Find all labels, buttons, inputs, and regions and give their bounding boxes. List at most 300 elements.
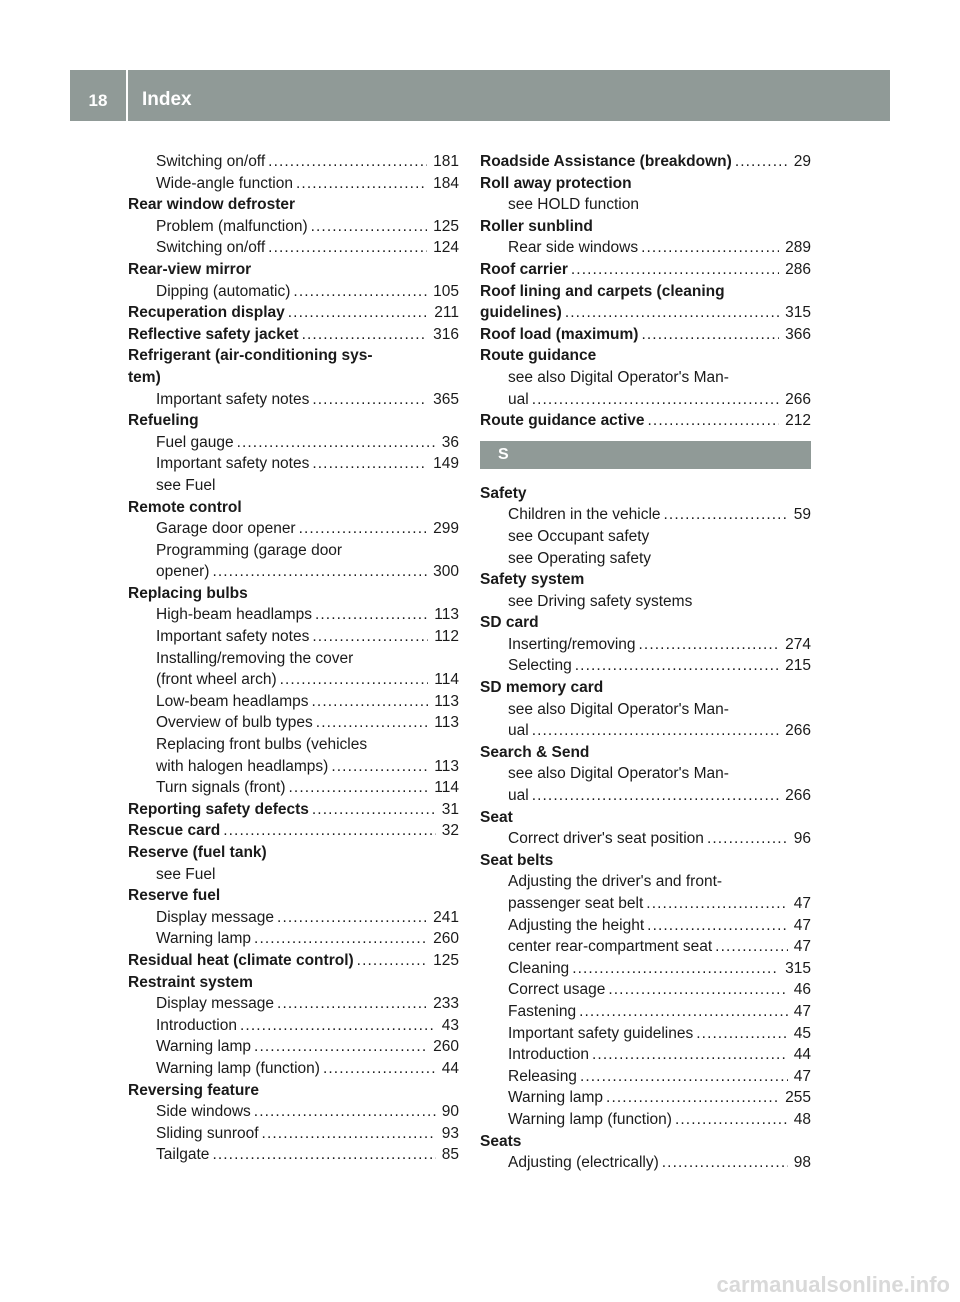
entry-text: Warning lamp (156, 1038, 252, 1056)
entry-text: Route guidance (480, 347, 597, 365)
entry-text: see also Digital Operator's Man- (508, 765, 729, 783)
entry-text: Rescue card (128, 822, 221, 840)
entry-text: Wide-angle function (156, 174, 293, 192)
page-reference[interactable]: 47 (793, 916, 811, 934)
dot-leader (312, 691, 429, 713)
entry-text: Reflective safety jacket (128, 325, 299, 343)
entry-text: Seat belts (480, 851, 554, 869)
page-reference[interactable]: 212 (785, 412, 811, 430)
index-subentry (480, 194, 811, 216)
index-subentry[interactable] (128, 756, 459, 778)
page-reference[interactable]: 47 (793, 1002, 811, 1020)
page-reference[interactable]: 260 (433, 1038, 459, 1056)
dot-leader (664, 504, 788, 526)
page-reference[interactable]: 31 (441, 800, 459, 818)
index-entry (128, 259, 459, 281)
index-entry (480, 173, 811, 195)
dot-leader (293, 281, 427, 303)
entry-text: Rear-view mirror (128, 260, 252, 278)
page-reference[interactable]: 215 (785, 657, 811, 675)
index-entry[interactable] (480, 324, 811, 346)
index-entry (128, 583, 459, 605)
entry-text: Reversing feature (128, 1081, 259, 1099)
index-subentry (480, 548, 811, 570)
entry-text: Installing/removing the cover (156, 649, 354, 667)
page-reference[interactable]: 98 (793, 1154, 811, 1172)
page-reference[interactable]: 44 (793, 1046, 811, 1064)
page-reference[interactable]: 59 (793, 506, 811, 524)
dot-leader (299, 518, 428, 540)
index-subentry[interactable] (480, 504, 811, 526)
index-entry[interactable] (128, 302, 459, 324)
entry-text: Warning lamp (156, 930, 252, 948)
page-reference[interactable]: 315 (785, 304, 811, 322)
page-reference[interactable]: 316 (433, 325, 459, 343)
entry-text: Tailgate (156, 1146, 210, 1164)
index-subentry (480, 763, 811, 785)
dot-leader (240, 1015, 436, 1037)
index-entry (128, 367, 459, 389)
page-reference[interactable]: 105 (433, 282, 459, 300)
header-divider (126, 70, 128, 121)
index-entry (480, 345, 811, 367)
index-entry (480, 807, 811, 829)
index-entry (480, 216, 811, 238)
entry-text: Warning lamp (function) (508, 1110, 672, 1128)
dot-leader (212, 561, 427, 583)
entry-text: Switching on/off (156, 153, 266, 170)
index-subentry[interactable] (128, 928, 459, 950)
index-subentry[interactable] (480, 1152, 811, 1174)
index-subentry[interactable] (128, 1123, 459, 1145)
index-entry[interactable] (480, 302, 811, 324)
entry-text: SD memory card (480, 679, 604, 697)
entry-text: High-beam headlamps (156, 606, 312, 624)
dot-leader (572, 958, 779, 980)
index-entry (128, 842, 459, 864)
index-subentry (128, 475, 459, 497)
index-subentry[interactable] (480, 1087, 811, 1109)
page-reference[interactable]: 43 (441, 1016, 459, 1034)
index-subentry[interactable] (128, 281, 459, 303)
dot-leader (580, 1066, 788, 1088)
entry-text: Adjusting the driver's and front- (508, 873, 723, 891)
dot-leader (302, 324, 428, 346)
page-reference[interactable]: 113 (434, 692, 459, 710)
dot-leader (735, 151, 788, 173)
index-subentry[interactable] (480, 915, 811, 937)
index-entry[interactable] (480, 259, 811, 281)
dot-leader (312, 389, 427, 411)
entry-text: Reporting safety defects (128, 800, 309, 818)
dot-leader (212, 1144, 435, 1166)
entry-text: SD card (480, 614, 539, 632)
dot-leader (592, 1044, 788, 1066)
page-reference[interactable]: 300 (433, 563, 459, 581)
index-column-left (128, 151, 459, 1166)
index-entry (128, 972, 459, 994)
page-reference[interactable]: 90 (441, 1103, 459, 1121)
index-subentry[interactable] (480, 634, 811, 656)
page-reference[interactable]: 184 (433, 174, 459, 192)
page-reference[interactable]: 266 (785, 787, 811, 805)
page-reference[interactable]: 266 (785, 722, 811, 740)
entry-text: Important safety guidelines (508, 1024, 694, 1042)
index-subentry[interactable] (128, 453, 459, 475)
entry-text: Residual heat (climate control) (128, 951, 354, 969)
page-reference[interactable]: 365 (433, 390, 459, 408)
index-subentry[interactable] (480, 893, 811, 915)
page-reference[interactable]: 113 (434, 606, 459, 624)
entry-text: Important safety notes (156, 628, 310, 646)
index-subentry (128, 864, 459, 886)
index-subentry[interactable] (480, 237, 811, 259)
page-reference[interactable]: 112 (434, 628, 459, 646)
dot-leader (639, 634, 780, 656)
index-entry (480, 281, 811, 303)
index-subentry (480, 591, 811, 613)
index-subentry[interactable] (128, 907, 459, 929)
index-subentry[interactable] (128, 518, 459, 540)
page-reference[interactable]: 233 (433, 995, 459, 1013)
page-reference[interactable]: 48 (793, 1110, 811, 1128)
entry-text: Recuperation display (128, 304, 285, 322)
page-reference[interactable]: 36 (441, 433, 459, 451)
index-subentry[interactable] (128, 1058, 459, 1080)
page-number: 18 (88, 91, 108, 110)
index-subentry[interactable] (128, 604, 459, 626)
page-reference[interactable]: 366 (785, 325, 811, 343)
page-reference[interactable]: 96 (793, 830, 811, 848)
page-reference[interactable]: 125 (433, 951, 459, 969)
entry-text: Display message (156, 995, 275, 1013)
index-entry[interactable] (480, 151, 811, 173)
entry-text: Fuel gauge (156, 433, 234, 451)
index-subentry[interactable] (128, 432, 459, 454)
page-reference[interactable]: 47 (793, 1067, 811, 1085)
index-subentry[interactable] (128, 561, 459, 583)
index-subentry[interactable] (128, 626, 459, 648)
page-reference[interactable]: 85 (441, 1146, 459, 1164)
entry-text: Correct driver's seat position (508, 830, 704, 848)
dot-leader (641, 237, 779, 259)
index-entry (480, 677, 811, 699)
index-subentry[interactable] (480, 655, 811, 677)
entry-text: see Fuel (156, 865, 216, 883)
index-entry (128, 1080, 459, 1102)
dot-leader (288, 302, 429, 324)
index-entry[interactable] (128, 950, 459, 972)
dot-leader (316, 712, 428, 734)
entry-text: Important safety notes (156, 390, 310, 408)
dot-leader (646, 893, 787, 915)
entry-text: see also Digital Operator's Man- (508, 368, 729, 386)
entry-text: Safety system (480, 571, 585, 589)
entry-text: see Occupant safety (508, 527, 650, 545)
entry-text: Roof lining and carpets (cleaning (480, 282, 725, 300)
index-entry (128, 345, 459, 367)
index-entry (480, 612, 811, 634)
index-subentry[interactable] (480, 1023, 811, 1045)
index-subentry (480, 871, 811, 893)
index-subentry[interactable] (480, 958, 811, 980)
entry-text: Low-beam headlamps (156, 692, 309, 710)
dot-leader (696, 1023, 788, 1045)
entry-text: Roadside Assistance (breakdown) (480, 153, 732, 170)
entry-text: Introduction (508, 1046, 589, 1064)
entry-text: Seats (480, 1132, 522, 1150)
dot-leader (237, 432, 436, 454)
entry-text: passenger seat belt (508, 895, 644, 912)
entry-text: Problem (malfunction) (156, 217, 308, 235)
dot-leader (277, 993, 427, 1015)
page-reference[interactable]: 266 (785, 390, 811, 408)
index-entry (128, 410, 459, 432)
page-reference[interactable]: 114 (434, 671, 459, 689)
index-entry (128, 194, 459, 216)
index-subentry[interactable] (128, 1101, 459, 1123)
page-reference[interactable]: 255 (785, 1089, 811, 1107)
page-reference[interactable]: 47 (793, 895, 811, 912)
page-reference[interactable]: 286 (785, 260, 811, 278)
page-reference[interactable]: 93 (441, 1124, 459, 1142)
index-subentry[interactable] (128, 237, 459, 259)
entry-text: see Driving safety systems (508, 592, 693, 610)
dot-leader (254, 1101, 436, 1123)
index-subentry[interactable] (480, 1109, 811, 1131)
dot-leader (715, 936, 788, 958)
index-subentry (128, 540, 459, 562)
index-subentry[interactable] (128, 1144, 459, 1166)
page-reference[interactable]: 32 (441, 822, 459, 840)
entry-text: Introduction (156, 1016, 237, 1034)
entry-text: Roller sunblind (480, 217, 593, 235)
entry-text: Releasing (508, 1067, 577, 1085)
entry-text: Roof load (maximum) (480, 325, 639, 343)
entry-text: Rear window defroster (128, 196, 296, 214)
page-reference[interactable]: 260 (433, 930, 459, 948)
page-reference[interactable]: 113 (434, 757, 459, 775)
index-subentry[interactable] (480, 785, 811, 807)
index-subentry[interactable] (480, 1066, 811, 1088)
entry-text: Rear side windows (508, 239, 639, 257)
entry-text: Cleaning (508, 959, 570, 977)
index-subentry[interactable] (128, 712, 459, 734)
index-subentry (128, 734, 459, 756)
dot-leader (312, 626, 428, 648)
dot-leader (662, 1152, 788, 1174)
entry-text: Fastening (508, 1002, 577, 1020)
dot-leader (571, 259, 779, 281)
dot-leader (323, 1058, 436, 1080)
entry-text: see Operating safety (508, 549, 652, 567)
entry-text: Route guidance active (480, 412, 645, 430)
dot-leader (575, 655, 779, 677)
index-subentry[interactable] (128, 669, 459, 691)
entry-text: center rear-compartment seat (508, 938, 713, 956)
entry-text: Sliding sunroof (156, 1124, 259, 1142)
entry-text: Correct usage (508, 981, 606, 999)
page-reference[interactable]: 289 (785, 239, 811, 257)
watermark: carmanualsonline.info (716, 1272, 950, 1297)
dot-leader (312, 453, 427, 475)
entry-text: tem) (128, 368, 161, 386)
page-reference[interactable]: 29 (793, 153, 811, 170)
dot-leader (331, 756, 428, 778)
index-subentry[interactable] (128, 993, 459, 1015)
entry-text: see also Digital Operator's Man- (508, 700, 729, 718)
page-reference[interactable]: 274 (785, 635, 811, 653)
entry-text: Important safety notes (156, 455, 310, 473)
entry-text: Remote control (128, 498, 242, 516)
index-subentry[interactable] (128, 691, 459, 713)
entry-text: Warning lamp (508, 1089, 604, 1107)
entry-text: Dipping (automatic) (156, 282, 291, 300)
dot-leader (675, 1109, 788, 1131)
page-reference[interactable]: 149 (433, 455, 459, 473)
page-header (70, 70, 890, 121)
entry-text: Garage door opener (156, 520, 296, 538)
dot-leader (311, 216, 428, 238)
entry-text: Safety (480, 484, 527, 502)
entry-text: ual (508, 722, 529, 740)
page-reference[interactable]: 44 (441, 1059, 459, 1077)
entry-text: (front wheel arch) (156, 671, 277, 689)
dot-leader (532, 389, 779, 411)
dot-leader (296, 173, 427, 195)
entry-text: Refueling (128, 412, 199, 430)
dot-leader (606, 1087, 779, 1109)
dot-leader (707, 828, 788, 850)
dot-leader (254, 928, 427, 950)
page-reference[interactable]: 299 (433, 520, 459, 538)
entry-text: Display message (156, 908, 275, 926)
dot-leader (315, 604, 428, 626)
page-reference[interactable]: 114 (434, 779, 459, 797)
entry-text: see HOLD function (508, 196, 639, 214)
index-subentry[interactable] (480, 828, 811, 850)
entry-text: ual (508, 390, 529, 408)
index-entry[interactable] (128, 820, 459, 842)
entry-text: Reserve (fuel tank) (128, 844, 267, 861)
entry-text: Warning lamp (function) (156, 1059, 320, 1077)
page-reference[interactable]: 315 (785, 959, 811, 977)
entry-text: Programming (garage door (156, 541, 343, 559)
index-subentry[interactable] (128, 777, 459, 799)
dot-leader (268, 237, 427, 259)
entry-text: Roof carrier (480, 260, 568, 278)
dot-leader (280, 669, 429, 691)
dot-leader (579, 1001, 788, 1023)
index-subentry[interactable] (480, 720, 811, 742)
page-reference[interactable]: 124 (433, 239, 459, 257)
page-title: Index (142, 89, 192, 110)
entry-text: Restraint system (128, 973, 253, 991)
section-letter-header: S (480, 441, 811, 469)
index-subentry[interactable] (480, 1044, 811, 1066)
dot-leader (641, 324, 779, 346)
dot-leader (262, 1123, 436, 1145)
page-reference[interactable]: 45 (793, 1024, 811, 1042)
dot-leader (223, 820, 436, 842)
entry-text: Overview of bulb types (156, 714, 313, 732)
entry-text: Seat (480, 808, 513, 826)
page-reference[interactable]: 211 (434, 304, 459, 322)
dot-leader (289, 777, 429, 799)
page-reference[interactable]: 241 (433, 908, 459, 926)
page-reference[interactable]: 181 (433, 153, 459, 170)
index-subentry[interactable] (128, 1015, 459, 1037)
page-reference[interactable]: 113 (434, 714, 459, 732)
entry-text: Side windows (156, 1103, 251, 1121)
dot-leader (268, 151, 427, 173)
index-subentry (480, 526, 811, 548)
entry-text: Children in the vehicle (508, 506, 661, 524)
index-column-right (480, 151, 811, 1174)
entry-text: Adjusting the height (508, 916, 645, 934)
dot-leader (647, 915, 788, 937)
entry-text: Turn signals (front) (156, 779, 286, 797)
entry-text: Refrigerant (air-conditioning sys- (128, 347, 373, 365)
dot-leader (608, 979, 787, 1001)
entry-text: Switching on/off (156, 239, 266, 257)
entry-text: Adjusting (electrically) (508, 1154, 659, 1172)
index-subentry[interactable] (480, 936, 811, 958)
index-subentry[interactable] (480, 389, 811, 411)
entry-text: Search & Send (480, 743, 590, 761)
entry-text: see Fuel (156, 476, 216, 494)
dot-leader (532, 720, 779, 742)
index-entry (128, 885, 459, 907)
entry-text: Selecting (508, 657, 572, 675)
index-entry (480, 742, 811, 764)
entry-text: with halogen headlamps) (156, 757, 329, 775)
index-subentry[interactable] (480, 979, 811, 1001)
entry-text: guidelines) (480, 304, 562, 322)
index-entry (480, 850, 811, 872)
index-subentry (128, 648, 459, 670)
page-reference[interactable]: 47 (793, 938, 811, 956)
index-entry[interactable] (480, 410, 811, 432)
entry-text: Replacing front bulbs (vehicles (156, 736, 368, 754)
index-entry[interactable] (128, 799, 459, 821)
dot-leader (565, 302, 779, 324)
index-subentry[interactable] (128, 389, 459, 411)
index-entry (128, 497, 459, 519)
page-reference[interactable]: 125 (433, 217, 459, 235)
index-subentry[interactable] (128, 173, 459, 195)
index-subentry (480, 699, 811, 721)
dot-leader (254, 1036, 427, 1058)
dot-leader (277, 907, 427, 929)
index-entry (480, 483, 811, 505)
page-reference[interactable]: 46 (793, 981, 811, 999)
index-subentry[interactable] (128, 216, 459, 238)
index-entry (480, 1131, 811, 1153)
entry-text: ual (508, 787, 529, 805)
dot-leader (648, 410, 780, 432)
entry-text: opener) (156, 563, 210, 581)
entry-text: Reserve fuel (128, 887, 221, 905)
entry-text: Inserting/removing (508, 635, 636, 653)
dot-leader (312, 799, 436, 821)
index-subentry[interactable] (128, 1036, 459, 1058)
index-subentry[interactable] (128, 151, 459, 173)
index-entry (480, 569, 811, 591)
index-entry[interactable] (128, 324, 459, 346)
index-subentry[interactable] (480, 1001, 811, 1023)
dot-leader (532, 785, 779, 807)
